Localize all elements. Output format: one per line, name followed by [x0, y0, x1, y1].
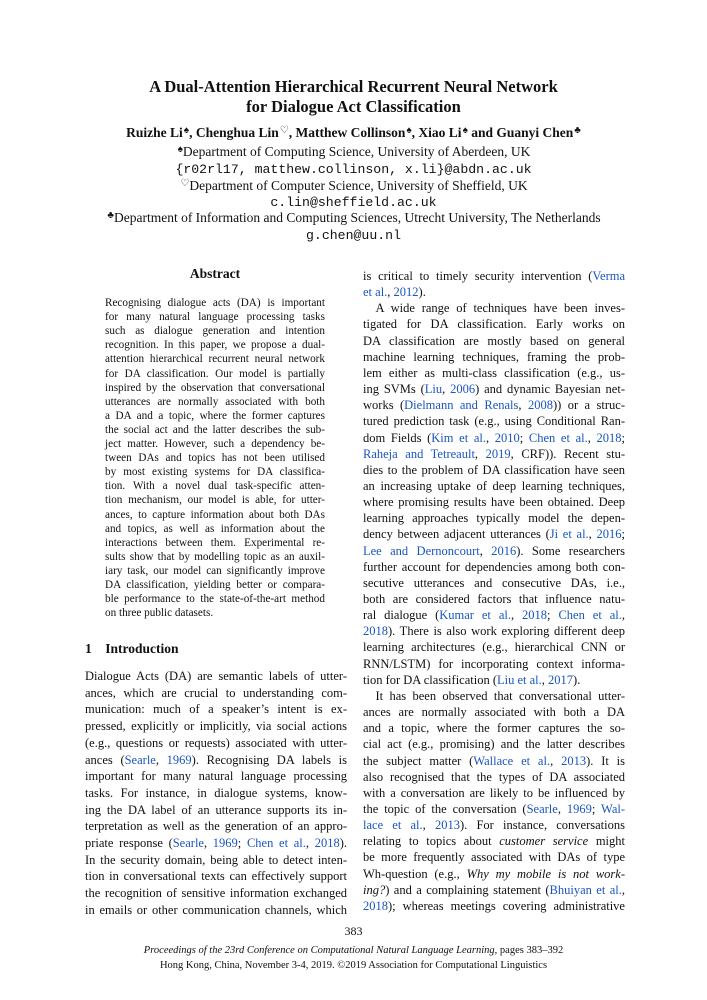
citation-link[interactable]: 1969	[166, 752, 192, 767]
text-run: ral dialogue (	[363, 608, 440, 623]
text-line	[363, 834, 625, 849]
abstract-line: by most existing systems for DA classifica-	[105, 466, 325, 479]
text-line	[363, 867, 625, 882]
text-run: where promising results have been obtained. Deep	[363, 495, 625, 510]
author-separator: ,	[411, 125, 419, 140]
heart-icon: ♡	[180, 178, 190, 189]
text-line	[363, 317, 625, 332]
citation-link[interactable]: 2008	[527, 398, 553, 413]
citation-link[interactable]: 2013	[434, 818, 460, 833]
text-line	[363, 414, 625, 429]
section-number: 1	[85, 641, 92, 656]
text-run: further account for dependencies among both con-	[363, 559, 625, 574]
text-run: tion in conversational texts can effectively support	[85, 869, 347, 884]
citation-link[interactable]: Dielmann and Renals	[404, 398, 519, 413]
text-line	[363, 592, 625, 607]
spade-icon: ♠	[462, 125, 468, 136]
text-run: Wh-question (e.g.,	[363, 866, 467, 881]
affiliation	[0, 210, 707, 226]
text-run: tured prediction task (e.g., using Conditional Ran-	[363, 414, 625, 429]
text-run: ;	[621, 430, 626, 445]
text-run: the topic of the conversation (	[363, 801, 527, 816]
text-run: also recognised that the types of DA associated	[363, 769, 625, 784]
text-run: might	[588, 834, 626, 849]
abstract-line: such as dialogue generation and intention	[105, 325, 325, 338]
text-run: ,	[203, 836, 213, 850]
text-run: terpretation as well as the generation of an appro-	[85, 819, 347, 834]
text-run: dom Fields (	[363, 430, 432, 445]
abstract-line: DA classification, yielding better or compara-	[105, 579, 325, 591]
text-run: (e.g., questions or requests) associated with utter-	[85, 735, 347, 750]
text-run: ,	[541, 672, 549, 687]
author-name: Ruizhe Li	[126, 125, 183, 140]
citation-link[interactable]: Wal-	[601, 801, 626, 816]
citation-link[interactable]: Chen et al.	[246, 836, 306, 850]
citation-link[interactable]: et al.	[363, 285, 388, 300]
citation-link[interactable]: Liu	[424, 382, 443, 397]
citation-link[interactable]: 2018	[596, 430, 622, 445]
text-line	[363, 463, 625, 478]
text-run: ances (	[85, 752, 125, 767]
text-line	[85, 719, 347, 734]
abstract-line: a DA and a topic, where the former captures	[105, 409, 325, 422]
text-run: ) and dynamic Bayesian net-	[475, 382, 625, 397]
text-run: Dialogue Acts (DA) are semantic labels of utter-	[85, 669, 347, 683]
citation-link[interactable]: Chen et al.	[528, 430, 588, 445]
abstract-line: inspired by the observation that conversational	[105, 381, 325, 394]
text-line	[363, 899, 625, 914]
abstract-line: tion. With a novel dual task-specific atten-	[105, 480, 325, 493]
text-line	[363, 802, 625, 817]
citation-link[interactable]: 2018	[363, 624, 388, 639]
abstract-line: interactions between them. Experimental re-	[105, 536, 325, 549]
citation-link[interactable]: Lee and Dernoncourt	[363, 543, 480, 558]
text-line	[363, 673, 625, 688]
footer-proceedings	[0, 945, 707, 956]
citation-link[interactable]: Searle	[526, 801, 558, 816]
citation-link[interactable]: 2019	[485, 446, 511, 461]
spade-icon: ♠	[177, 144, 183, 155]
text-run: lem either as multi-class classification (e.g., us-	[363, 365, 625, 380]
abstract-line: tion mechanism, our model is able, for utter-	[105, 494, 325, 507]
citation-link[interactable]: 2010	[494, 430, 520, 445]
text-run: ances are normally associated with both a DA	[363, 705, 625, 720]
emphasis-text: customer service	[499, 834, 589, 849]
text-line	[85, 803, 347, 818]
citation-link[interactable]: 2017	[548, 672, 574, 687]
abstract-line: sults show that by modelling topic as an auxil-	[105, 550, 325, 563]
text-run: ,	[621, 882, 625, 897]
text-line	[85, 769, 347, 784]
affiliation	[0, 144, 707, 160]
abstract-heading: Abstract	[189, 266, 241, 281]
text-run: It has been observed that conversational utter-	[363, 688, 625, 703]
citation-link[interactable]: 2013	[561, 753, 587, 768]
text-run: the subject matter (	[363, 753, 474, 768]
affiliation-email: c.lin@sheffield.ac.uk	[270, 195, 437, 210]
text-run: important for many natural language processing	[85, 769, 347, 784]
author-name: and Guanyi Chen	[471, 125, 574, 140]
footer-venue: Hong Kong, China, November 3-4, 2019. ©2019 Association for Computational Linguistics	[159, 960, 548, 971]
abstract-line: for DA classification. Our model is partially	[105, 367, 325, 380]
text-run: ) and a complaining statement (	[385, 882, 550, 897]
affiliation-text: Department of Information and Computing Sciences, Utrecht University, The Netherlands	[113, 210, 601, 225]
text-line	[363, 818, 625, 833]
citation-link[interactable]: Chen et al.	[558, 608, 622, 623]
text-line	[85, 736, 347, 751]
text-line	[363, 398, 625, 413]
affiliation-email: {r02rl17, matthew.collinson, x.li}@abdn.ac.uk	[175, 162, 532, 177]
text-run: ,	[510, 608, 523, 623]
text-run: with a conversation are likely to be influenced by	[363, 785, 625, 800]
author-name: Chenghua Lin	[195, 125, 279, 140]
text-run: tasks. For instance, in dialogue systems, know-	[85, 785, 347, 800]
text-run: an increasing uptake of deep learning techniques,	[363, 478, 625, 493]
text-line	[363, 883, 625, 898]
text-line	[85, 669, 347, 684]
text-line	[363, 608, 625, 623]
text-run: )) or a struc-	[552, 398, 625, 413]
text-line	[363, 301, 625, 316]
text-line	[363, 657, 625, 672]
text-line	[363, 366, 625, 381]
author-name: Xiao Li	[418, 125, 462, 140]
text-run: RNN/LSTM) for incorporating context informa-	[363, 656, 625, 671]
text-run: ing SVMs (	[363, 382, 425, 397]
text-run: ;	[621, 527, 625, 542]
text-line	[85, 853, 347, 868]
text-run: munication: much of a speaker’s intent is ex-	[85, 702, 347, 717]
text-run: ,	[485, 430, 495, 445]
citation-link[interactable]: Wallace et al.	[473, 753, 551, 768]
text-run: ,	[479, 543, 492, 558]
abstract-line: on three public datasets.	[105, 607, 214, 620]
citation-link[interactable]: 2012	[393, 285, 419, 300]
abstract-line: ble performance to the state-of-the-art method	[105, 593, 325, 606]
text-run: ).	[573, 672, 581, 687]
abstract-line: ject matter. However, such a dependency be-	[105, 438, 325, 450]
section-heading	[85, 641, 335, 657]
text-run: dies to the problem of DA classification have seen	[363, 462, 625, 477]
text-run: machine learning techniques, framing the prob-	[363, 349, 625, 364]
title-line: for Dialogue Act Classification	[246, 97, 461, 116]
text-run: ,	[422, 818, 435, 833]
text-line	[363, 527, 625, 542]
abstract-line: utterances are normally associated with both	[105, 395, 325, 408]
abstract-line: and topics, as well as information about the	[105, 522, 325, 535]
club-icon: ♣	[107, 210, 114, 221]
text-run: ). It is	[586, 753, 626, 768]
text-run: ;	[591, 801, 602, 816]
text-run: ).	[418, 285, 426, 300]
text-line	[363, 689, 625, 704]
text-line	[363, 285, 625, 300]
citation-link[interactable]: Raheja and Tetreault	[363, 446, 475, 461]
citation-link[interactable]: lace et al.	[363, 818, 423, 833]
author-separator: ,	[189, 125, 196, 140]
text-run: ,	[442, 382, 451, 397]
text-run: ,	[550, 753, 562, 768]
text-line	[363, 269, 625, 284]
text-run: ). Recognising DA labels is	[191, 752, 348, 767]
citation-link[interactable]: Kim et al.	[431, 430, 486, 445]
text-run: is critical to timely security intervention (	[363, 269, 593, 283]
text-line	[85, 686, 347, 701]
text-line	[85, 869, 347, 884]
text-run: ,	[305, 836, 315, 850]
text-run: both are considered factors that influence natu-	[363, 592, 625, 606]
text-run: and a topic, where the former captures the so-	[363, 721, 625, 736]
text-run: DA classification are mostly based on general	[363, 333, 625, 348]
text-run: ,	[387, 285, 394, 300]
text-line	[363, 511, 625, 526]
text-run: ances, which are crucial to understanding com-	[85, 685, 347, 700]
text-line	[363, 544, 625, 559]
abstract-line: attention hierarchical recurrent neural network	[105, 353, 325, 366]
text-run: ). Some researchers	[516, 543, 625, 558]
text-run: ,	[155, 752, 167, 767]
text-run: ing the DA label of an utterance supports its in-	[85, 802, 347, 817]
text-run: ;	[237, 836, 247, 850]
citation-link[interactable]: 1969	[212, 836, 238, 850]
text-line	[85, 702, 347, 717]
text-line	[363, 447, 625, 462]
footer-pages: , pages 383–392	[494, 945, 564, 956]
page-number: 383	[344, 924, 363, 938]
text-line	[363, 770, 625, 785]
text-run: ;	[519, 430, 529, 445]
text-run: , CRF)). Recent stu-	[510, 446, 626, 461]
abstract-line: tween DAs and topics has not been utilised	[105, 452, 325, 465]
citation-link[interactable]: Searle	[172, 836, 204, 850]
footer-proceedings-title: Proceedings of the 23rd Conference on Computational Natural Language Learning	[143, 945, 495, 956]
text-line	[363, 576, 625, 591]
text-run: relating to topics about	[363, 834, 500, 849]
text-run: ;	[547, 608, 559, 623]
text-run: ,	[474, 446, 486, 461]
citation-link[interactable]: 2016	[596, 527, 622, 542]
affiliation-text: Department of Computer Science, University of Sheffield, UK	[189, 178, 528, 193]
text-line	[363, 705, 625, 720]
author-name: Matthew Collinson	[295, 125, 406, 140]
text-run: ,	[557, 801, 567, 816]
author-list	[0, 125, 707, 141]
text-line	[363, 624, 625, 639]
text-run: cial act (e.g., promising) and the latter describes	[363, 737, 625, 752]
text-line	[363, 560, 625, 575]
text-line	[85, 903, 347, 918]
citation-link[interactable]: 2016	[491, 543, 517, 558]
spade-icon: ♠	[406, 125, 412, 136]
text-run: ,	[621, 608, 625, 623]
text-line	[363, 754, 625, 769]
text-line	[85, 836, 347, 851]
text-line	[85, 786, 347, 801]
emphasis-text: ing?	[363, 882, 386, 897]
text-run: in emails or other communication channels, which	[85, 902, 347, 917]
abstract-line: ances, to capture information about both DAs	[105, 508, 325, 521]
affiliation-text: Department of Computing Science, University of Aberdeen, UK	[182, 144, 531, 159]
abstract-line: the social act and the latter describes the sub-	[105, 423, 325, 436]
text-line	[363, 350, 625, 365]
text-run: pressed, explicitly or implicitly, via social actions	[85, 719, 347, 734]
text-line	[363, 850, 625, 865]
text-run: ). There is also work exploring different deep	[388, 624, 625, 639]
author-separator: ,	[288, 125, 296, 140]
text-run: dency between adjacent utterances (	[363, 527, 550, 542]
affiliation-email: g.chen@uu.nl	[306, 228, 401, 243]
text-line	[363, 382, 625, 397]
text-run: ,	[518, 398, 528, 413]
citation-link[interactable]: Searle	[124, 752, 156, 767]
text-line	[363, 495, 625, 510]
text-line	[363, 640, 625, 655]
text-run: ); whereas meetings covering administrative	[388, 898, 625, 913]
title-line: A Dual-Attention Hierarchical Recurrent Neural Network	[149, 77, 558, 96]
text-line	[363, 479, 625, 494]
club-icon: ♣	[574, 125, 581, 136]
text-line	[363, 334, 625, 349]
abstract-line: Recognising dialogue acts (DA) is important	[105, 297, 325, 309]
text-run: tigated for DA classification. Early works on	[363, 317, 625, 332]
text-run: ,	[587, 430, 597, 445]
text-run: the recognition of sensitive information exchanged	[85, 886, 347, 901]
text-line	[363, 431, 625, 446]
paper-title	[0, 77, 707, 117]
text-run: be more frequently associated with DAs of type	[363, 850, 625, 865]
text-run: learning approaches typically model the depen-	[363, 511, 625, 526]
heart-icon: ♡	[279, 125, 289, 136]
text-run: ). For instance, conversations	[459, 818, 625, 833]
citation-link[interactable]: Ji et al.	[549, 527, 589, 542]
text-run: secutive utterances and consecutive DAs, i.e.,	[363, 575, 625, 590]
spade-icon: ♠	[183, 125, 190, 136]
affiliation	[0, 178, 707, 194]
text-run: A wide range of techniques have been inves-	[363, 301, 625, 316]
text-line	[85, 753, 347, 768]
citation-link[interactable]: 2006	[450, 382, 476, 397]
text-line	[363, 786, 625, 801]
abstract-line: for many natural language processing tasks	[105, 311, 325, 324]
text-run: ).	[339, 836, 347, 850]
abstract-line: iary task, our model can significantly improve	[105, 564, 325, 577]
citation-link[interactable]: Kumar et al.	[439, 608, 511, 623]
citation-link[interactable]: Verma	[592, 269, 625, 283]
text-run: works (	[363, 398, 405, 413]
text-run: In the security domain, being able to detect inten-	[85, 852, 347, 867]
section-title: Introduction	[105, 641, 179, 656]
text-line	[85, 819, 347, 834]
citation-link[interactable]: 2018	[522, 608, 548, 623]
emphasis-text: Why my mobile is not work-	[466, 866, 626, 881]
text-line	[363, 721, 625, 736]
citation-link[interactable]: 2018	[314, 836, 340, 850]
text-run: priate response (	[85, 836, 173, 850]
citation-link[interactable]: 2018	[363, 898, 388, 913]
text-run: ,	[588, 527, 597, 542]
text-line	[363, 737, 625, 752]
citation-link[interactable]: Bhuiyan et al.	[549, 882, 622, 897]
text-line	[85, 886, 347, 901]
citation-link[interactable]: Liu et al.	[497, 672, 542, 687]
text-run: tion for DA classification (	[363, 672, 497, 687]
text-run: learning architectures (e.g., hierarchical CNN or	[363, 640, 625, 655]
abstract-line: recognition. In this paper, we propose a dual-	[105, 339, 325, 352]
citation-link[interactable]: 1969	[566, 801, 592, 816]
